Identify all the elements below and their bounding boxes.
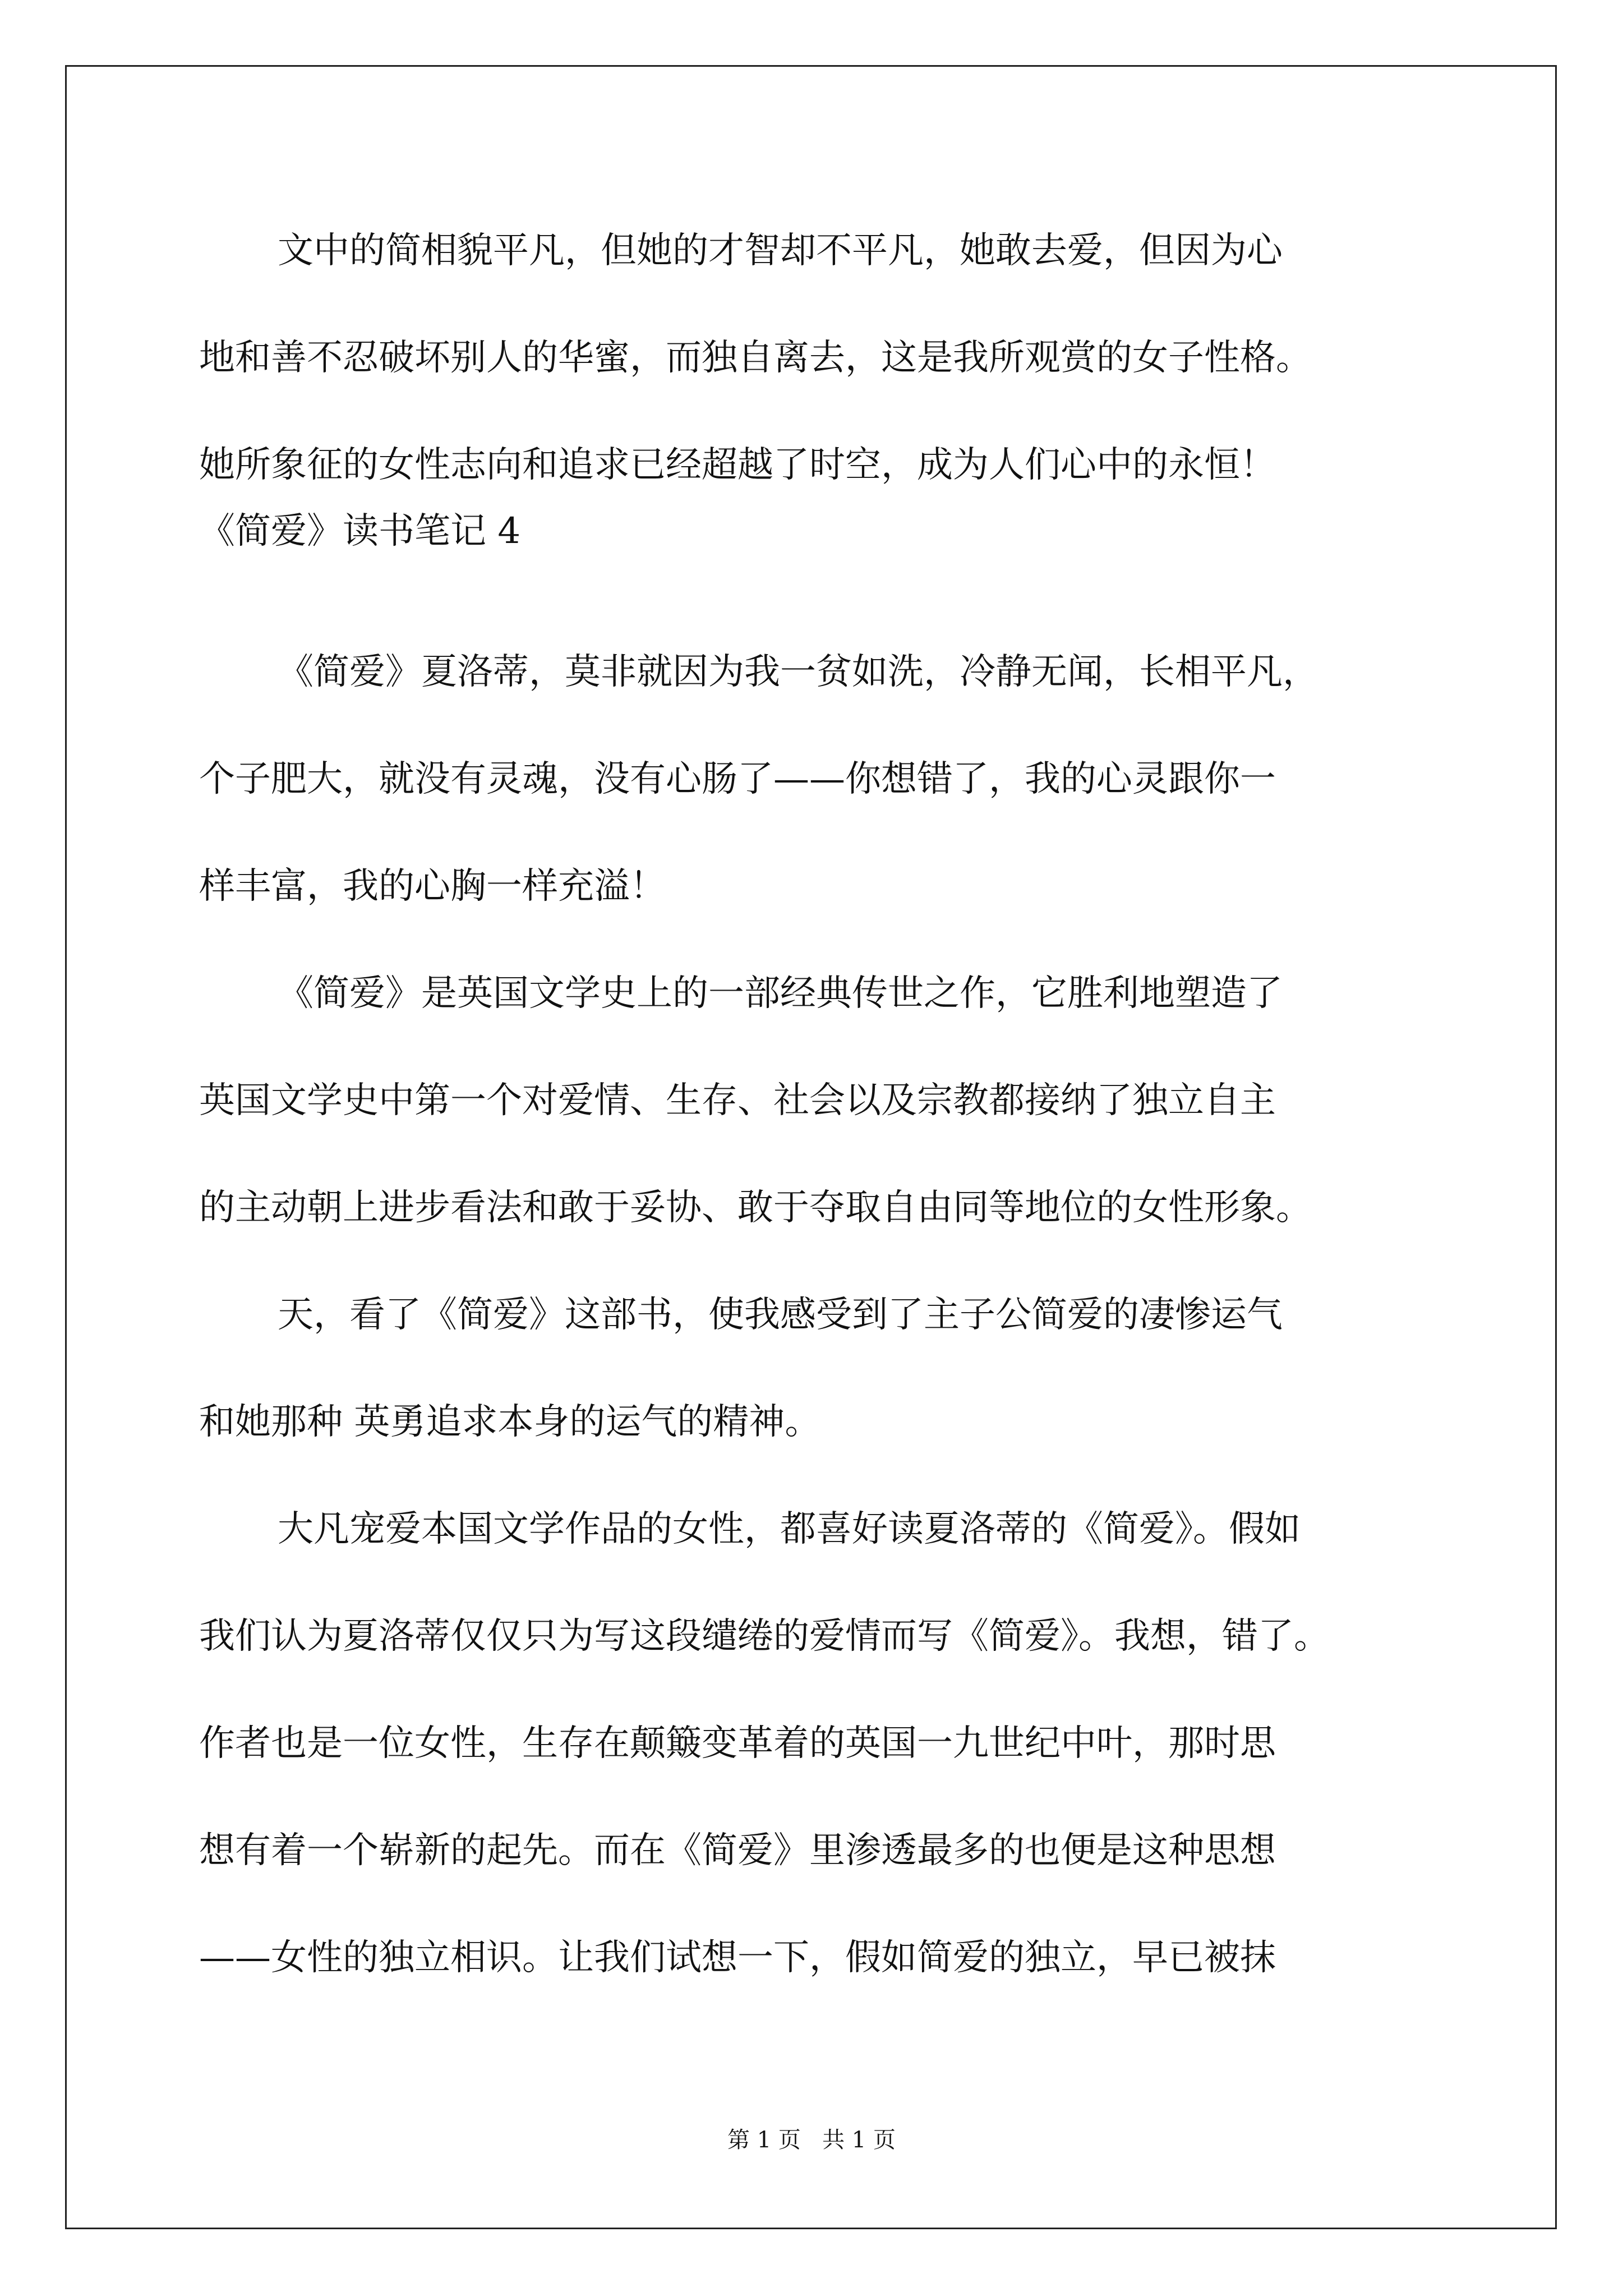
paragraph-line: ——女性的独立相识。让我们试想一下，假如简爱的独立，早已被抹	[199, 1937, 1276, 1978]
page-border	[65, 65, 1557, 2229]
paragraph-line: 大凡宠爱本国文学作品的女性，都喜好读夏洛蒂的《简爱》。假如	[278, 1508, 1301, 1550]
paragraph-line: 地和善不忍破坏别人的华蜜，而独自离去，这是我所观赏的女子性格。	[199, 337, 1312, 379]
paragraph-line: 《简爱》是英国文学史上的一部经典传世之作，它胜利地塑造了	[278, 973, 1283, 1014]
paragraph-line: 样丰富，我的心胸一样充溢！	[199, 866, 666, 907]
paragraph-line: 文中的简相貌平凡，但她的才智却不平凡，她敢去爱，但因为心	[278, 230, 1283, 272]
paragraph-line: 个子肥大，就没有灵魂，没有心肠了——你想错了，我的心灵跟你一	[199, 758, 1276, 800]
paragraph-line: 作者也是一位女性，生存在颠簸变革着的英国一九世纪中叶，那时思	[199, 1723, 1276, 1764]
page-footer: 第 1 页 共 1 页	[727, 2127, 896, 2153]
paragraph-line: 天，看了《简爱》这部书，使我感受到了主子公简爱的凄惨运气	[278, 1294, 1283, 1336]
paragraph-line: 想有着一个崭新的起先。而在《简爱》里渗透最多的也便是这种思想	[199, 1830, 1276, 1871]
section-heading: 《简爱》读书笔记 4	[199, 510, 521, 552]
paragraph-line: 我们认为夏洛蒂仅仅只为写这段缱绻的爱情而写《简爱》。我想，错了。	[199, 1616, 1330, 1657]
paragraph-line: 的主动朝上进步看法和敢于妥协、敢于夺取自由同等地位的女性形象。	[199, 1187, 1312, 1228]
paragraph-line: 她所象征的女性志向和追求已经超越了时空，成为人们心中的永恒！	[199, 444, 1276, 486]
paragraph-line: 和她那种 英勇追求本身的运气的精神。	[199, 1401, 821, 1443]
paragraph-line: 《简爱》夏洛蒂，莫非就因为我一贫如洗，冷静无闻，长相平凡，	[278, 651, 1318, 693]
paragraph-line: 英国文学史中第一个对爱情、生存、社会以及宗教都接纳了独立自主	[199, 1080, 1276, 1121]
